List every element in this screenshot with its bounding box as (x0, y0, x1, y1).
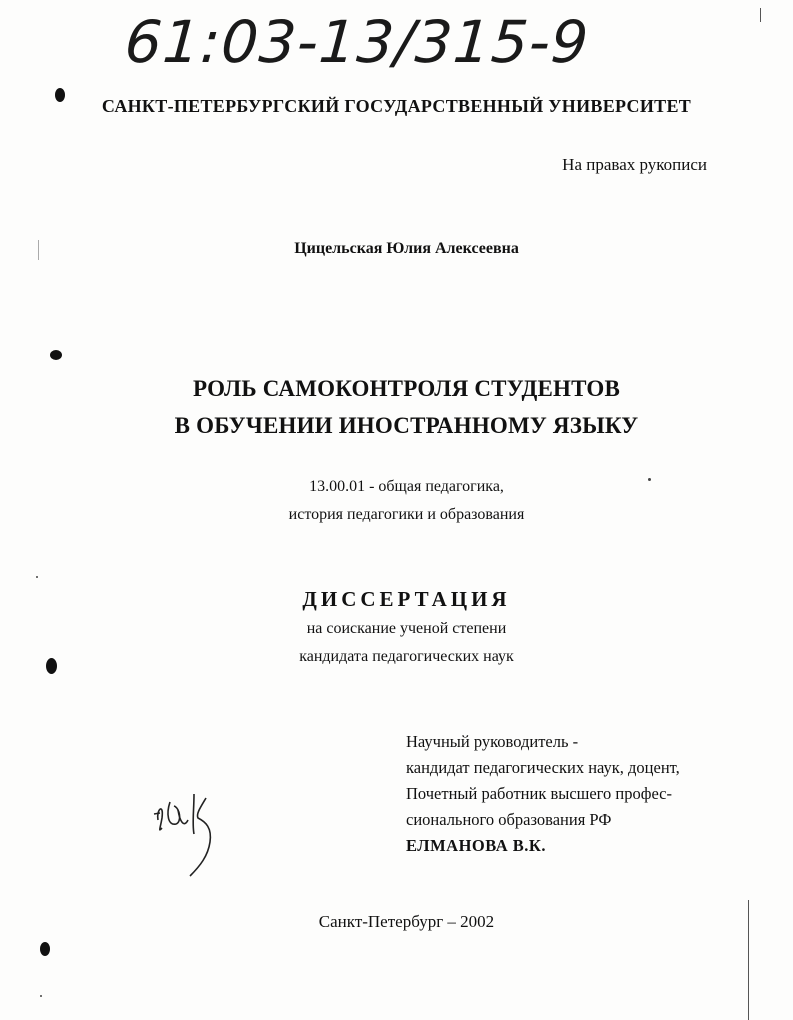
scan-speck (40, 995, 42, 997)
supervisor-block (406, 729, 680, 859)
specialty-line-1: 13.00.01 - общая педагогика, (309, 478, 504, 495)
manuscript-note: На правах рукописи (562, 155, 707, 174)
supervisor-line-1: Научный руководитель - (406, 732, 579, 751)
specialty-line-2: история педагогики и образования (288, 506, 525, 523)
thesis-title-line-1: РОЛЬ САМОКОНТРОЛЯ СТУДЕНТОВ (192, 376, 621, 401)
degree-line-1: на соискание ученой степени (306, 620, 507, 637)
university-name: САНКТ-ПЕТЕРБУРГСКИЙ ГОСУДАРСТВЕННЫЙ УНИВЕРСИТЕТ (101, 96, 692, 116)
supervisor-name: ЕЛМАНОВА В.К. (406, 836, 546, 855)
supervisor-line-2: кандидат педагогических наук, доцент, (406, 758, 680, 777)
ink-blot (40, 942, 50, 956)
handwritten-registry-code: 61:03-13/315-9 (122, 8, 592, 76)
handwritten-signature (150, 780, 230, 880)
scan-speck (36, 576, 38, 578)
thesis-title-line-2: В ОБУЧЕНИИ ИНОСТРАННОМУ ЯЗЫКУ (174, 413, 639, 438)
degree-line-2: кандидата педагогических наук (299, 648, 514, 665)
supervisor-line-3: Почетный работник высшего профес- (406, 784, 672, 803)
dissertation-heading: ДИССЕРТАЦИЯ (302, 587, 511, 611)
supervisor-line-4: сионального образования РФ (406, 810, 612, 829)
scan-edge-mark (760, 8, 761, 22)
city-and-year: Санкт-Петербург – 2002 (318, 912, 495, 931)
author-name: Цицельская Юлия Алексеевна (294, 240, 519, 257)
ink-blot (50, 350, 62, 360)
